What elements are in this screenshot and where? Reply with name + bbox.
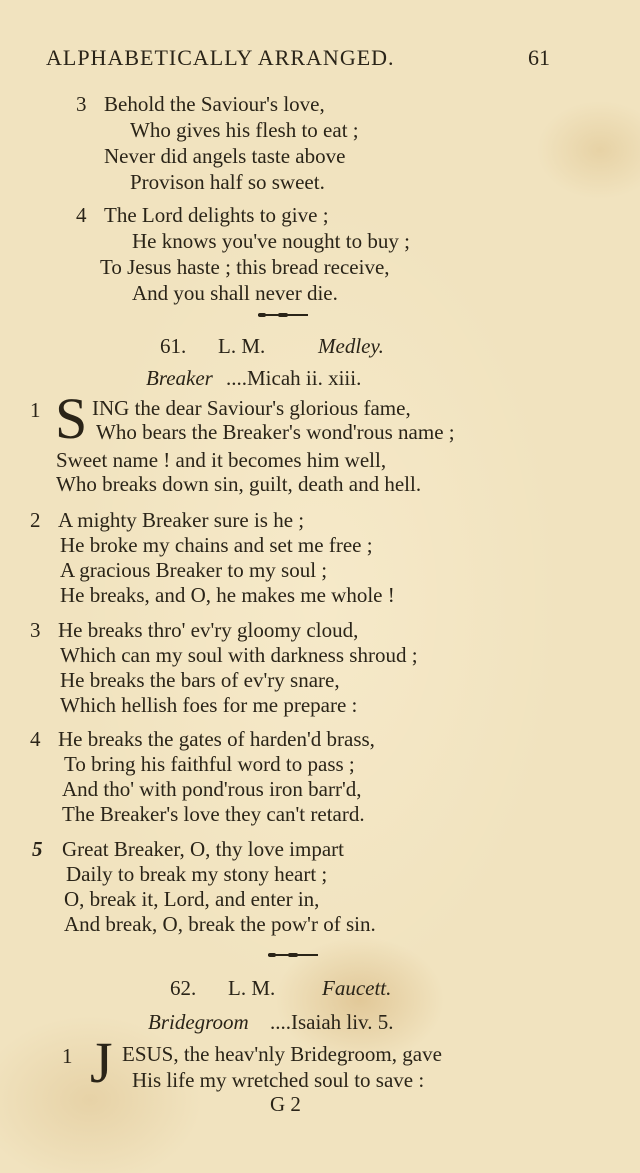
verse-line: The Breaker's love they can't retard.	[62, 802, 365, 826]
verse-number: 4	[76, 203, 87, 227]
running-header: ALPHABETICALLY ARRANGED.	[46, 45, 395, 70]
verse-line: ING the dear Saviour's glorious fame,	[92, 396, 411, 420]
scripture-reference: ....Isaiah liv. 5.	[270, 1010, 394, 1034]
verse-line: He broke my chains and set me free ;	[60, 533, 373, 557]
tune-name: Faucett.	[322, 976, 392, 1000]
verse-line: Daily to break my stony heart ;	[66, 862, 328, 886]
verse-line: Who gives his flesh to eat ;	[130, 118, 359, 142]
verse-line: A mighty Breaker sure is he ;	[58, 508, 305, 532]
hymn-number: 62.	[170, 976, 197, 1000]
verse-line: Provison half so sweet.	[130, 170, 325, 194]
verse-line: And break, O, break the pow'r of sin.	[64, 912, 376, 936]
verse-number: 1	[62, 1044, 73, 1068]
verse-number: 3	[30, 618, 41, 642]
verse-line: To bring his faithful word to pass ;	[64, 752, 355, 776]
section-divider	[268, 954, 318, 956]
tune-name: Medley.	[318, 334, 384, 358]
verse-line: Never did angels taste above	[104, 144, 346, 168]
section-divider	[258, 314, 308, 316]
verse-line: The Lord delights to give ;	[104, 203, 329, 227]
verse-line: Which hellish foes for me prepare :	[60, 693, 358, 717]
verse-line: O, break it, Lord, and enter in,	[64, 887, 320, 911]
page-number: 61	[528, 45, 550, 70]
subject-word: Bridegroom	[148, 1010, 249, 1034]
verse-line: ESUS, the heav'nly Bridegroom, gave	[122, 1042, 442, 1066]
hymn-meter: L. M.	[228, 976, 276, 1000]
drop-cap: J	[90, 1030, 113, 1095]
verse-line: He breaks, and O, he makes me whole !	[60, 583, 395, 607]
verse-line: Great Breaker, O, thy love impart	[62, 837, 344, 861]
verse-line: To Jesus haste ; this bread receive,	[100, 255, 390, 279]
verse-line: Who bears the Breaker's wond'rous name ;	[96, 420, 455, 444]
verse-number: 2	[30, 508, 41, 532]
hymn-number: 61.	[160, 334, 187, 358]
verse-line: And tho' with pond'rous iron barr'd,	[62, 777, 362, 801]
verse-line: A gracious Breaker to my soul ;	[60, 558, 328, 582]
verse-line: Who breaks down sin, guilt, death and hell.	[56, 472, 422, 496]
verse-line: His life my wretched soul to save :	[132, 1068, 425, 1092]
hymn-meter: L. M.	[218, 334, 266, 358]
verse-number: 4	[30, 727, 41, 751]
verse-line: He breaks the gates of harden'd brass,	[58, 727, 375, 751]
verse-line: Sweet name ! and it becomes him well,	[56, 448, 387, 472]
drop-cap: S	[55, 386, 88, 451]
signature-mark: G 2	[270, 1092, 301, 1116]
verse-line: Which can my soul with darkness shroud ;	[60, 643, 418, 667]
verse-line: Behold the Saviour's love,	[104, 92, 325, 116]
scripture-reference: ....Micah ii. xiii.	[226, 366, 362, 390]
verse-line: He breaks thro' ev'ry gloomy cloud,	[58, 618, 359, 642]
verse-number: 5	[32, 837, 43, 861]
verse-line: He knows you've nought to buy ;	[132, 229, 410, 253]
verse-number: 1	[30, 398, 41, 422]
subject-word: Breaker	[146, 366, 213, 390]
verse-line: And you shall never die.	[132, 281, 338, 305]
verse-line: He breaks the bars of ev'ry snare,	[60, 668, 340, 692]
verse-number: 3	[76, 92, 87, 116]
